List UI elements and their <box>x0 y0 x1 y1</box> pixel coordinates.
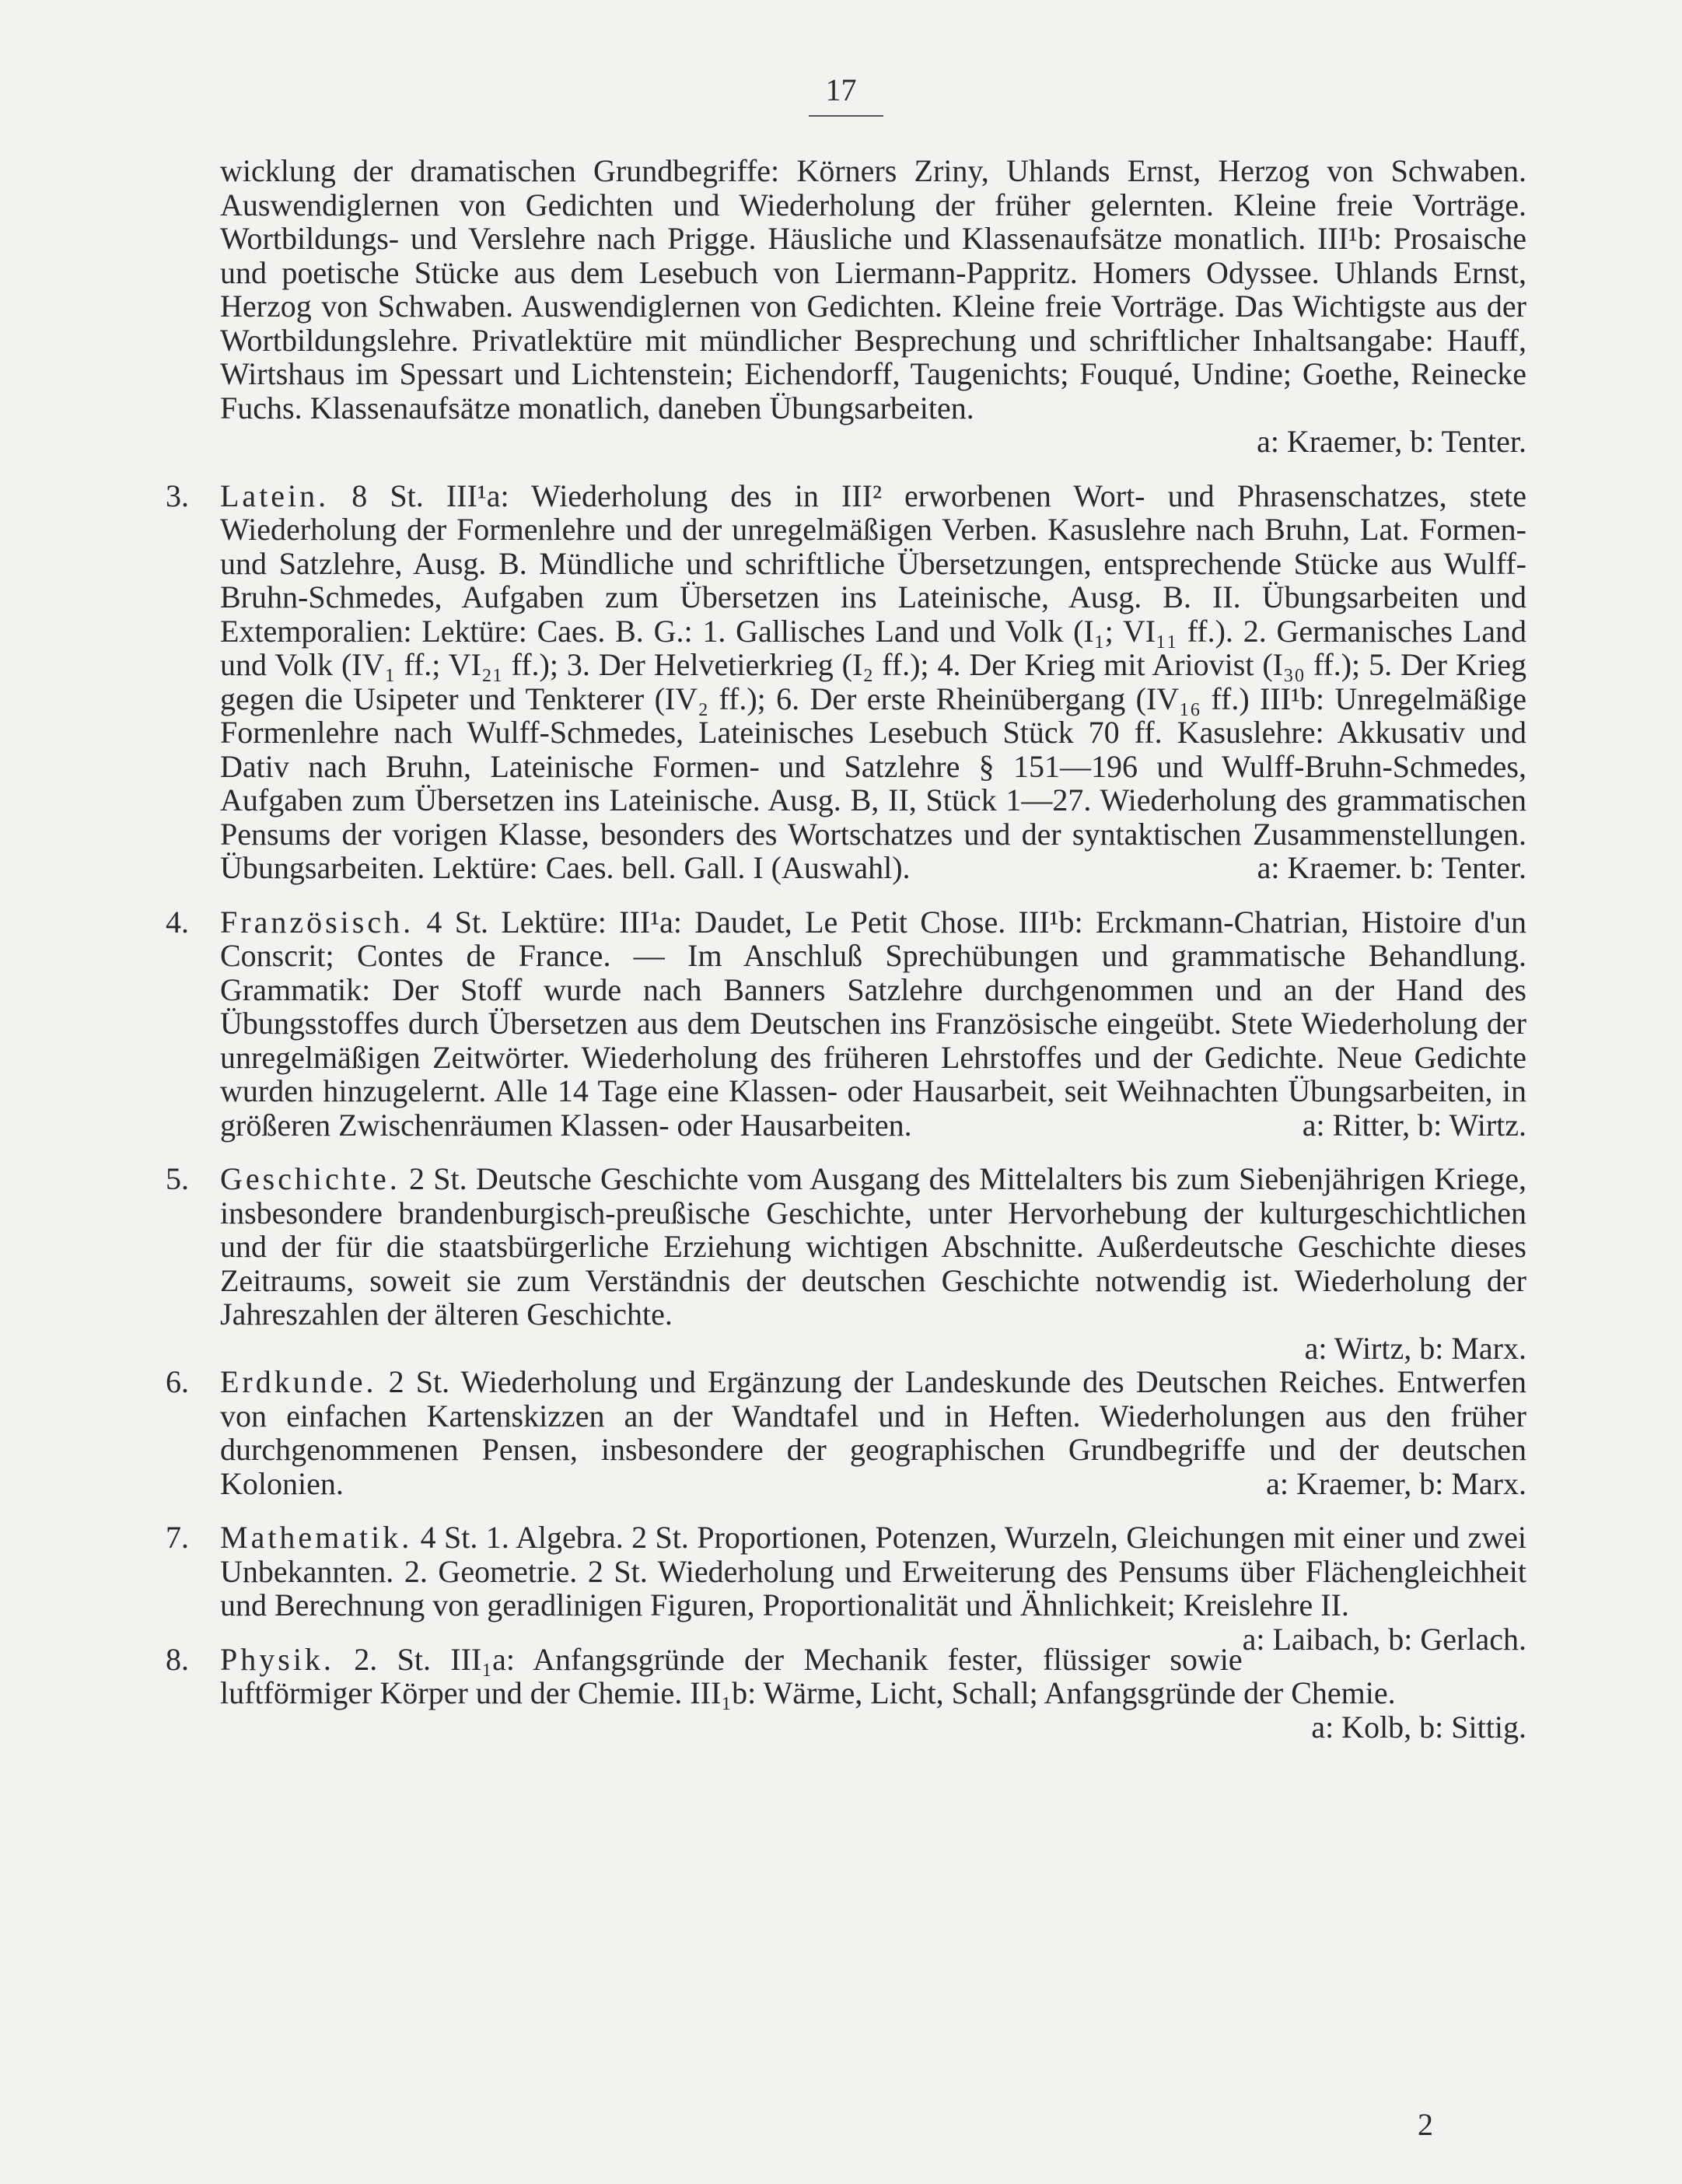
section-teachers: a: Wirtz, b: Marx. <box>1304 1330 1526 1366</box>
section-teachers: a: Kolb, b: Sittig. <box>1311 1709 1526 1745</box>
section-text <box>220 1162 1526 1332</box>
section-latein <box>166 478 1527 885</box>
section-text <box>220 154 1526 425</box>
section-title: Erdkunde. <box>220 1364 377 1399</box>
signature-mark: 2 <box>1418 2107 1433 2142</box>
section-body: 2. St. III₁a: Anfangsgründe der Mechanik fester, flüssiger sowie luftförmiger Körper und der Chemie. III₁b: Wärme, Licht, Schall; Anfangsgründe der Chemie. <box>220 1641 1396 1710</box>
section-text <box>220 905 1526 1143</box>
section-text <box>220 1365 1526 1500</box>
page-content <box>166 153 1527 1745</box>
section-text <box>220 479 1526 885</box>
section-body: 4 St. 1. Algebra. 2 St. Proportionen, Potenzen, Wurzeln, Gleichungen mit einer und zwei Unbekannten. 2. Geometrie. 2 St. Wiederholung und Erweiterung des Pensums über Flächengleichheit und Berechnung von geradlinigen Figuren, Proportionalität und Ähnlichkeit; Kreislehre II. <box>220 1520 1526 1622</box>
section-number: 5. <box>166 1161 189 1196</box>
page-number: 17 <box>825 72 857 107</box>
section-franzoesisch <box>166 904 1527 1143</box>
section-teachers: a: Kraemer. b: Tenter. <box>1257 850 1526 885</box>
section-number: 8. <box>166 1641 189 1677</box>
section-title: Latein. <box>220 478 330 513</box>
section-number: 3. <box>166 478 189 513</box>
section-teachers: a: Laibach, b: Gerlach. <box>1242 1621 1526 1657</box>
section-teachers: a: Kraemer, b: Marx. <box>1266 1465 1526 1501</box>
section-text <box>220 1643 1526 1710</box>
page-number-rule <box>809 115 883 117</box>
section-number: 7. <box>166 1520 189 1555</box>
section-body: 8 St. III¹a: Wiederholung des in III² erworbenen Wort- und Phrasenschatzes, stete Wiederholung der Formenlehre und der unregelmäßigen Verben. Kasuslehre nach Bruhn, Lat. Formen- und Satzlehre, Ausg. B. Mündliche und schriftliche Übersetzungen, entsprechende Stücke aus Wulff-Bruhn-Schmedes, Aufgaben zum Übersetzen ins Lateinische, Ausg. B. II. Übungsarbeiten und Extemporalien: Lektüre: Caes. B. G.: 1. Gallisches Land und Volk (I₁; VI₁₁ ff.). 2. Germanisches Land und Volk (IV₁ ff.; VI₂₁ ff.); 3. Der Helvetierkrieg (I₂ ff.); 4. Der Krieg mit Ariovist (I₃₀ ff.); 5. Der Krieg gegen die Usipeter und Tenkterer (IV₂ ff.); 6. Der erste Rheinübergang (IV₁₆ ff.) III¹b: Unregelmäßige Formenlehre nach Wulff-Schmedes, Lateinisches Lesebuch Stück 70 ff. Kasuslehre: Akkusativ und Dativ nach Bruhn, Lateinische Formen- und Satzlehre § 151—196 und Wulff-Bruhn-Schmedes, Aufgaben zum Übersetzen ins Lateinische. Ausg. B, II, Stück 1—27. Wiederholung des grammatischen Pensums der vorigen Klasse, besonders des Wortschatzes und der syntaktischen Zusammenstellungen. Übungsarbeiten. Lektüre: Caes. bell. Gall. I (Auswahl). <box>220 478 1527 885</box>
section-number: 4. <box>166 904 189 940</box>
section-body: 4 St. Lektüre: III¹a: Daudet, Le Petit Chose. III¹b: Erckmann-Chatrian, Histoire d'un Conscrit; Contes de France. — Im Anschluß Sprechübungen und grammatische Behandlung. Grammatik: Der Stoff wurde nach Banners Satzlehre durchgenommen und an der Hand des Übungsstoffes durch Übersetzen aus dem Deutschen ins Französische eingeübt. Stete Wiederholung der unregelmäßigen Zeitwörter. Wiederholung des früheren Lehrstoffes und der Gedichte. Neue Gedichte wurden hinzugelernt. Alle 14 Tage eine Klassen- oder Hausarbeit, seit Weihnachten Übungsarbeiten, in größeren Zwischenräumen Klassen- oder Hausarbeiten. <box>220 904 1527 1143</box>
section-body: 2 St. Deutsche Geschichte vom Ausgang des Mittelalters bis zum Siebenjährigen Kriege, insbesondere brandenburgisch-preußische Geschichte, unter Hervorhebung der kulturgeschichtlichen und der für die staatsbürgerliche Erziehung wichtigen Abschnitte. Außerdeutsche Geschichte dieses Zeitraums, soweit sie zum Verständnis der deutschen Geschichte notwendig ist. Wiederholung der Jahreszahlen der älteren Geschichte. <box>220 1161 1526 1332</box>
section-title: Geschichte. <box>220 1161 400 1196</box>
section-teachers: a: Kraemer, b: Tenter. <box>1257 424 1526 459</box>
section-text <box>220 1520 1526 1657</box>
section-body: wicklung der dramatischen Grundbegriffe: Körners Zriny, Uhlands Ernst, Herzog von Schwaben. Auswendiglernen von Gedichten und Wiederholung der früher gelernten. Kleine freie Vorträge. Wortbildungs- und Verslehre nach Prigge. Häusliche und Klassenaufsätze monatlich. III¹b: Prosaische und poetische Stücke aus dem Lesebuch von Liermann-Pappritz. Homers Odyssee. Uhlands Ernst, Herzog von Schwaben. Auswendiglernen von Gedichten. Kleine freie Vorträge. Das Wichtigste aus der Wortbildungslehre. Privatlektüre mit mündlicher Besprechung und schriftlicher Inhaltsangabe: Hauff, Wirtshaus im Spessart und Lichtenstein; Eichendorff, Taugenichts; Fouqué, Undine; Goethe, Reinecke Fuchs. Klassenaufsätze monatlich, daneben Übungsarbeiten. <box>220 153 1526 425</box>
section-title: Physik. <box>220 1641 334 1677</box>
section-physik <box>166 1641 1526 1745</box>
section-teachers: a: Ritter, b: Wirtz. <box>1302 1107 1526 1143</box>
section-deutsch-continuation <box>220 154 1526 459</box>
section-body: 2 St. Wiederholung und Ergänzung der Landeskunde des Deutschen Reiches. Entwerfen von einfachen Kartenskizzen an der Wandtafel und in Heften. Wiederholungen aus den früher durchgenommenen Pensen, insbesondere der geographischen Grundbegriffe und der deutschen Kolonien. <box>220 1364 1527 1501</box>
section-erdkunde <box>166 1364 1527 1501</box>
section-mathematik <box>166 1520 1526 1657</box>
section-geschichte <box>166 1161 1526 1366</box>
section-title: Mathematik. <box>220 1520 413 1555</box>
section-title: Französisch. <box>220 904 414 940</box>
section-number: 6. <box>166 1364 189 1399</box>
